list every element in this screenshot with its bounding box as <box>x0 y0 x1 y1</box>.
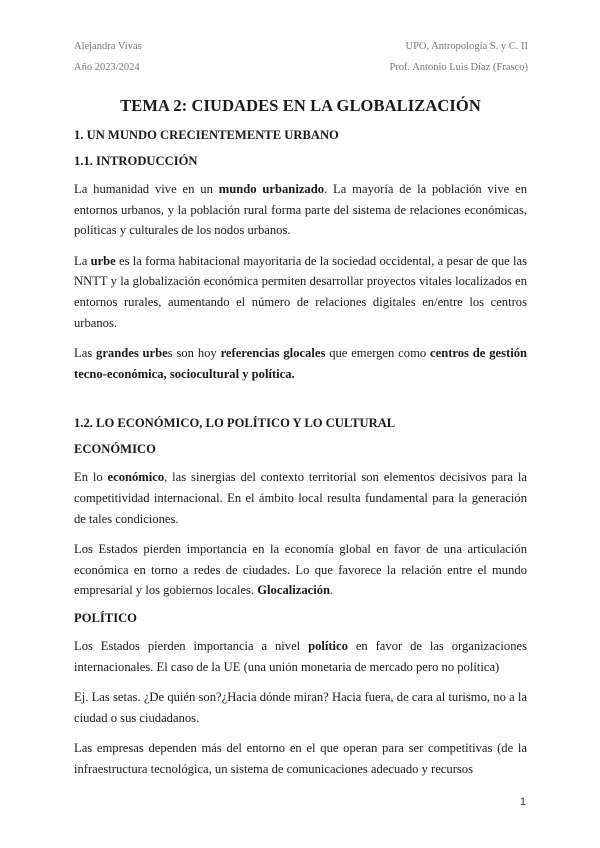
header-year: Año 2023/2024 <box>74 62 140 73</box>
subsection-heading: 1.1. INTRODUCCIÓN <box>74 154 198 168</box>
header-course: UPO, Antropología S. y C. II <box>405 41 528 52</box>
header-right <box>389 36 528 78</box>
paragraph: Ej. Las setas. ¿De quién son?¿Hacia dónde miran? Hacia fuera, de cara al turismo, no a la ciudad o sus ciudadanos. <box>74 690 527 725</box>
paragraph: La humanidad vive en un mundo urbanizado. La mayoría de la población vive en entornos urbanos, y la población rural forma parte del sistema de relaciones económicas, políticas y culturales de los nodos urbanos. <box>74 182 527 238</box>
paragraph: En lo económico, las sinergias del contexto territorial son elementos decisivos para la competitividad internacional. En el ámbito local resulta fundamental para la generación de tales condiciones. <box>74 470 527 526</box>
header-professor: Prof. Antonio Luis Díaz (Frasco) <box>389 62 528 73</box>
header-left <box>74 36 142 78</box>
paragraph: Las empresas dependen más del entorno en el que operan para ser competitivas (de la infraestructura tecnológica, un sistema de comunicaciones adecuado y recursos <box>74 741 527 776</box>
paragraph: La urbe es la forma habitacional mayoritaria de la sociedad occidental, a pesar de que las NNTT y la globalización económica permiten desarrollar proyectos vitales localizados en entornos rurales, aumentando el número de relaciones digitales en/entre los centros urbanos. <box>74 253 527 330</box>
header-author: Alejandra Vivas <box>74 41 142 52</box>
section-heading: 1.2. LO ECONÓMICO, LO POLÍTICO Y LO CULTURAL <box>74 416 396 431</box>
paragraph: Los Estados pierden importancia a nivel político en favor de las organizaciones internacionales. El caso de la UE (una unión monetaria de mercado pero no política) <box>74 638 528 674</box>
document-title: TEMA 2: CIUDADES EN LA GLOBALIZACIÓN <box>120 96 481 115</box>
section-heading: 1. UN MUNDO CRECIENTEMENTE URBANO <box>74 128 339 142</box>
subsection-heading: POLÍTICO <box>74 610 137 625</box>
paragraph: Las grandes urbes son hoy referencias glocales que emergen como centros de gestión tecno-económica, sociocultural y política. <box>74 346 528 381</box>
page-number: 1 <box>519 796 526 808</box>
paragraph: Los Estados pierden importancia en la economía global en favor de una articulación económica en torno a redes de ciudades. Lo que favorece la relación entre el mundo empresarial y los gobiernos locales. Glocalización. <box>74 542 527 598</box>
page-content <box>74 96 527 789</box>
spacer <box>74 394 527 416</box>
subsection-heading: ECONÓMICO <box>74 442 156 457</box>
